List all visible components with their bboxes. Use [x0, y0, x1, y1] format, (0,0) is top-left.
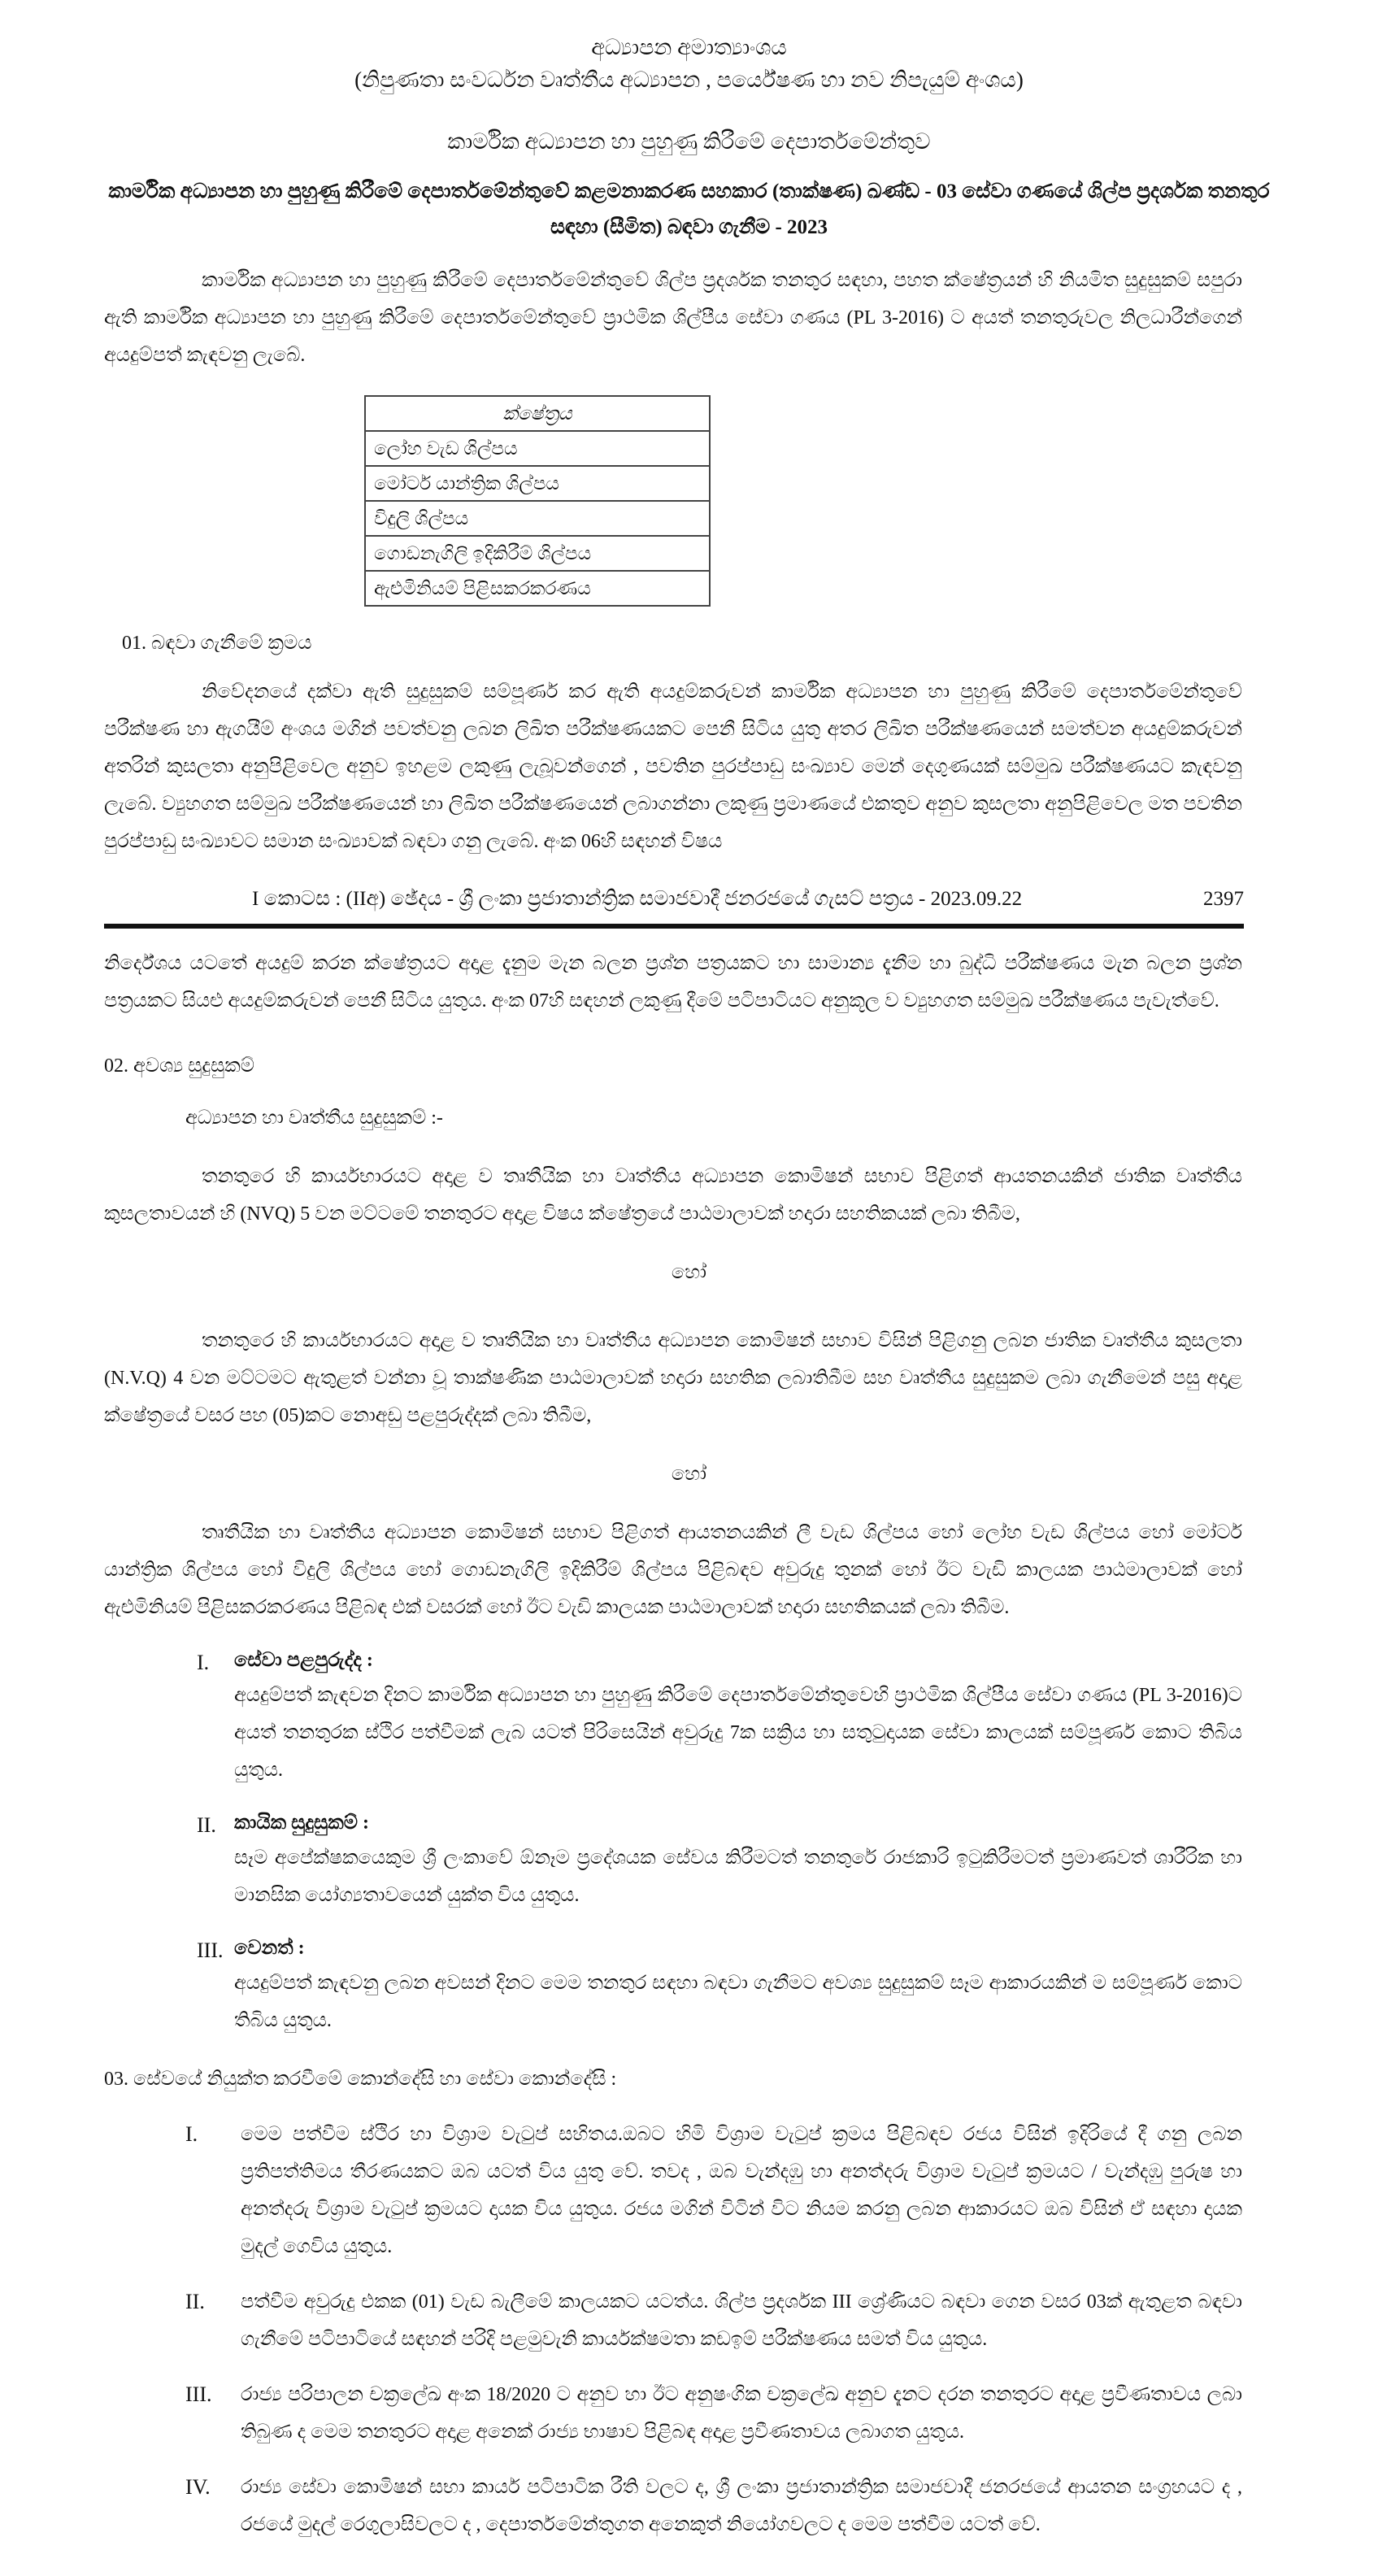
running-header-text: I කොටස : (IIඅ) ඡේදය - ශ්‍රී ලංකා ප්‍රජාතාන්ත්‍රික සමාජවාදී ජනරජයේ ගැසට් පත්‍රය - 2023.09.22	[252, 888, 1023, 910]
running-header	[0, 888, 1378, 924]
other-text: අයදුම්පත් කැඳවනු ලබන අවසන් දිනට මෙම තනතුර සඳහා බඳවා ගැනීමට අවශ්‍ය සුදුසුකම් සෑම ආකාරයකින් ම සම්පූර්ණ කොට තිබිය යුතුය.	[234, 1973, 1242, 2031]
experience-text: අයදුම්පත් කැඳවන දිනට කාර්මික අධ්‍යාපන හා පුහුණු කිරීමේ දෙපාර්තමේන්තුවෙහි ප්‍රාථමික ශිල්පීය සේවා ගණය (PL 3-2016)ට අයත් තනතුරක ස්ථිර පත්වීමක් ලැබ යටත් පිරිසෙයින් අවුරුදු 7ක සක්‍රිය හා සතුටුදායක සේවා කාලයක් සම්පූර්ණ කොට තිබිය යුතුය.	[234, 1685, 1242, 1781]
intro-paragraph: කාර්මික අධ්‍යාපන හා පුහුණු කිරීමේ දෙපාර්තමේන්තුවේ ශිල්ප ප්‍රදර්ශක තනතුර සඳහා, පහත ක්ෂේත්‍රයන් හි නියමිත සුදුසුකම් සපුරා ඇති කාර්මික අධ්‍යාපන හා පුහුණු කිරීමේ දෙපාර්තමේන්තුවේ ප්‍රාථමික ශිල්පීය සේවා ගණය (PL 3-2016) ට අයත් තනතුරුවල නිලධාරීන්ගෙන් අයදුම්පත් කැඳවනු ලැබේ.	[104, 270, 1242, 366]
table-row	[365, 571, 710, 606]
fields-table	[364, 395, 711, 607]
or-separator: හෝ	[671, 1464, 707, 1485]
other-title: වෙනත් :	[234, 1938, 305, 1959]
condition-item	[185, 2116, 1242, 2265]
department-title: කාර්මික අධ්‍යාපන හා පුහුණු කිරීමේ දෙපාර්තමේන්තුව	[447, 129, 931, 154]
numeral: I.	[185, 2122, 198, 2146]
notice-title	[106, 174, 1272, 246]
condition-item	[185, 2283, 1242, 2358]
condition-3: රාජ්‍ය පරිපාලන චක්‍රලේඛ අංක 18/2020 ට අනුව හා ඊට අනුෂංගික චක්‍රලේඛ අනුව දැනට දරන තනතුරට අදාළ ප්‍රවීණතාවය ලබා තිබුණ ද මෙම තනතුරට අදාළ අනෙක් රාජ්‍ය භාෂාව පිළිබඳ අදාළ ප්‍රවීණතාවය ලබාගත යුතුය.	[241, 2384, 1242, 2443]
other-item	[197, 1932, 1242, 2039]
section3-heading: 03. සේවයේ නියුක්ත කරවීමේ කොන්දේසි හා සේවා කොන්දේසි :	[104, 2069, 617, 2090]
section1-continued: නිර්දේශය යටතේ අයදුම් කරන ක්ෂේත්‍රයට අදාළ දැනුම මැන බලන ප්‍රශ්න පත්‍රයකට හා සාමාන්‍ය දැනීම හා බුද්ධි පරීක්ෂණය මැන බලන ප්‍රශ්න පත්‍රයකට සියළු අයදුම්කරුවන් පෙනී සිටිය යුතුය. අංක 07හි සඳහන් ලකුණු දීමේ පටිපාටියට අනුකූල ව ව්‍යුහගත සම්මුඛ පරීක්ෂණය පැවැත්වේ.	[104, 953, 1242, 1012]
qualification-option-3: තෘතීයික හා වෘත්තීය අධ්‍යාපන කොමිෂන් සභාව පිළිගත් ආයතනයකින් ලී වැඩ ශිල්පය හෝ ලෝහ වැඩ ශිල්පය හෝ මෝටර් යාන්ත්‍රික ශිල්පය හෝ විදුලි ශිල්පය හෝ ගොඩනැගිලි ඉදිකිරීම් ශිල්පය පිළිබඳව අවුරුදු තුනක් හෝ ඊට වැඩි කාලයක පාඨමාලාවක් හෝ ඇළුමිනියම් පිළිසකරකරණය පිළිබඳ එක් වසරක් හෝ ඊට වැඩි කාලයක පාඨමාලාවක් හදාරා සහතිකයක් ලබා තිබීම.	[104, 1522, 1242, 1618]
page-number: 2397	[1203, 888, 1244, 910]
division-title: (නිපුණතා සංවර්ධන වෘත්තීය අධ්‍යාපන , පර්යේෂණ හා නව නිපැයුම් අංශය)	[354, 67, 1024, 92]
experience-item	[197, 1644, 1242, 1789]
table-cell: විදුලි ශිල්පය	[365, 501, 710, 536]
table-cell: ලෝහ වැඩ ශිල්පය	[365, 431, 710, 466]
numeral: III.	[185, 2382, 212, 2406]
condition-2: පත්වීම අවුරුදු එකක (01) වැඩ බැලීමේ කාලයකට යටත්ය. ශිල්ප ප්‍රදර්ශක III ශ්‍රේණියට බඳවා ගෙන වසර 03ක් ඇතුළත බඳවා ගැනීමේ පටිපාටියේ සඳහන් පරිදි පළමුවැනි කාර්යක්ෂමතා කඩඉම් පරීක්ෂණය සමත් විය යුතුය.	[241, 2291, 1242, 2350]
physical-title: කායික සුදුසුකම් :	[234, 1812, 370, 1834]
notice-title-line1: කාර්මික අධ්‍යාපන හා පුහුණු කිරීමේ දෙපාර්තමේන්තුවේ කළමනාකරණ සහකාර (තාක්ෂණ) ඛණ්ඩ - 03 සේවා ගණයේ ශිල්ප ප්‍රදර්ශක තනතුර	[108, 181, 1270, 202]
numeral: I.	[197, 1651, 210, 1674]
qualification-option-2: තනතුරෙ හි කාර්යභාරයට අදාළ ව තෘතීයික හා වෘත්තීය අධ්‍යාපන කොමිෂන් සභාව විසින් පිළිගනු ලබන ජාතික වෘත්තීය කුසලතා (N.V.Q) 4 වන මට්ටමට ඇතුළත් වන්නා වූ තාක්ෂණික පාඨමාලාවක් හදාරා සහතික ලබාතිබීම සහ වෘත්තීය සුදුසුකම ලබා ගැනීමෙන් පසු අදාළ ක්ෂේත්‍රයේ වසර පහ (05)කට නොඅඩු පළපුරුද්දක් ලබා තිබීම,	[104, 1330, 1242, 1426]
table-header-row	[365, 396, 710, 431]
header-rule	[104, 924, 1244, 929]
numeral: IV.	[185, 2475, 211, 2499]
numeral: II.	[197, 1813, 216, 1837]
table-row	[365, 536, 710, 571]
ministry-title: අධ්‍යාපන අමාත්‍යාංශය	[591, 35, 787, 59]
table-header: ක්ෂේත්‍රය	[365, 396, 710, 431]
section1-paragraph: නිවේදනයේ දක්වා ඇති සුදුසුකම් සම්පූර්ණ කර ඇති අයදුම්කරුවන් කාර්මික අධ්‍යාපන හා පුහුණු කිරීමේ දෙපාර්තමේන්තුවේ පරීක්ෂණ හා ඇගයීම් අංශය මගින් පවත්වනු ලබන ලිඛිත පරීක්ෂණයකට පෙනී සිටිය යුතු අතර ලිඛිත පරීක්ෂණයෙන් සමත්වන අයදුම්කරුවන් අතරින් කුසලතා අනුපිළිවෙල අනුව ඉහළම ලකුණු ලැබූවන්ගෙන් , පවතින පුරප්පාඩු සංඛ්‍යාව මෙන් දෙගුණයක් සම්මුඛ පරීක්ෂණයට කැඳවනු ලැබේ. ව්‍යුහගත සම්මුඛ පරීක්ෂණයෙන් හා ලිඛිත පරීක්ෂණයෙන් ලබාගන්නා ලකුණු ප්‍රමාණයේ එකතුව අනුව කුසලතා අනුපිළිවෙල මත පවතින පුරප්පාඩු සංඛ්‍යාවට සමාන සංඛ්‍යාවක් බඳවා ගනු ලැබේ. අංක 06හි සඳහන් විෂය	[104, 681, 1242, 852]
numeral: II.	[185, 2290, 205, 2313]
table-row	[365, 431, 710, 466]
physical-item	[197, 1807, 1242, 1914]
or-separator: හෝ	[671, 1262, 707, 1283]
section2-subheading: අධ්‍යාපන හා වෘත්තීය සුදුසුකම් :-	[185, 1107, 443, 1129]
table-row	[365, 466, 710, 501]
section2-heading: 02. අවශ්‍ය සුදුසුකම්	[104, 1055, 255, 1077]
condition-item	[185, 2376, 1242, 2451]
table-row	[365, 501, 710, 536]
experience-title: සේවා පළපුරුද්ද :	[234, 1650, 373, 1671]
condition-4: රාජ්‍ය සේවා කොමිෂන් සභා කාර්ය පටිපාටික රීති වලට ද, ශ්‍රී ලංකා ප්‍රජාතාන්ත්‍රික සමාජවාදී ජනරජයේ ආයතන සංග්‍රහයට ද , රජයේ මුදල් රෙගුලාසිවලට ද , දෙපාර්තමේන්තුගත අනෙකුත් නියෝගවලට ද මෙම පත්වීම යටත් වේ.	[241, 2477, 1242, 2535]
qualification-option-1: තනතුරෙ හි කාර්යභාරයට අදාළ ව තෘතීයික හා වෘත්තීය අධ්‍යාපන කොමිෂන් සභාව පිළිගත් ආයතනයකින් ජාතික වෘත්තීය කුසලතාවයන් හි (NVQ) 5 වන මට්ටමේ තනතුරට අදාළ විෂය ක්ෂේත්‍රයේ පාඨමාලාවක් හදාරා සහතිකයක් ලබා තිබීම,	[104, 1166, 1242, 1225]
section1-heading: 01. බඳවා ගැනීමේ ක්‍රමය	[122, 633, 312, 654]
condition-1: මෙම පත්වීම ස්ථිර හා විශ්‍රාම වැටුප් සහිතය.ඔබට හිමි විශ්‍රාම වැටුප් ක්‍රමය පිළිබඳව රජය විසින් ඉදිරියේ දී ගනු ලබන ප්‍රතිපත්තිමය තීරණයකට ඔබ යටත් විය යුතු වේ. තවද , ඔබ වැන්දඹු හා අනත්දරු විශ්‍රාම වැටුප් ක්‍රමයට / වැන්දඹු පුරුෂ හා අනත්දරු විශ්‍රාම වැටුප් ක්‍රමයට දායක විය යුතුය. රජය මගින් විටින් විට නියම කරනු ලබන ආකාරයට ඔබ විසින් ඒ සඳහා දායක මුදල් ගෙවිය යුතුය.	[241, 2124, 1242, 2257]
notice-title-line2: සඳහා (සීමිත) බඳවා ගැනීම - 2023	[550, 216, 828, 238]
table-cell: ගොඩනැගිලි ඉදිකිරීම් ශිල්පය	[365, 536, 710, 571]
numeral: III.	[197, 1939, 224, 1962]
table-cell: ඇළුමිනියම් පිළිසකරකරණය	[365, 571, 710, 606]
physical-text: සෑම අපේක්ෂකයෙකුම ශ්‍රී ලංකාවේ ඕනෑම ප්‍රදේශයක සේවය කිරීමටත් තනතුරේ රාජකාරි ඉටුකිරීමටත් ප්‍රමාණවත් ශාරීරික හා මානසික යෝග්‍යතාවයෙන් යුක්ත විය යුතුය.	[234, 1847, 1242, 1906]
table-cell: මෝටර් යාන්ත්‍රික ශිල්පය	[365, 466, 710, 501]
condition-item	[185, 2469, 1242, 2543]
